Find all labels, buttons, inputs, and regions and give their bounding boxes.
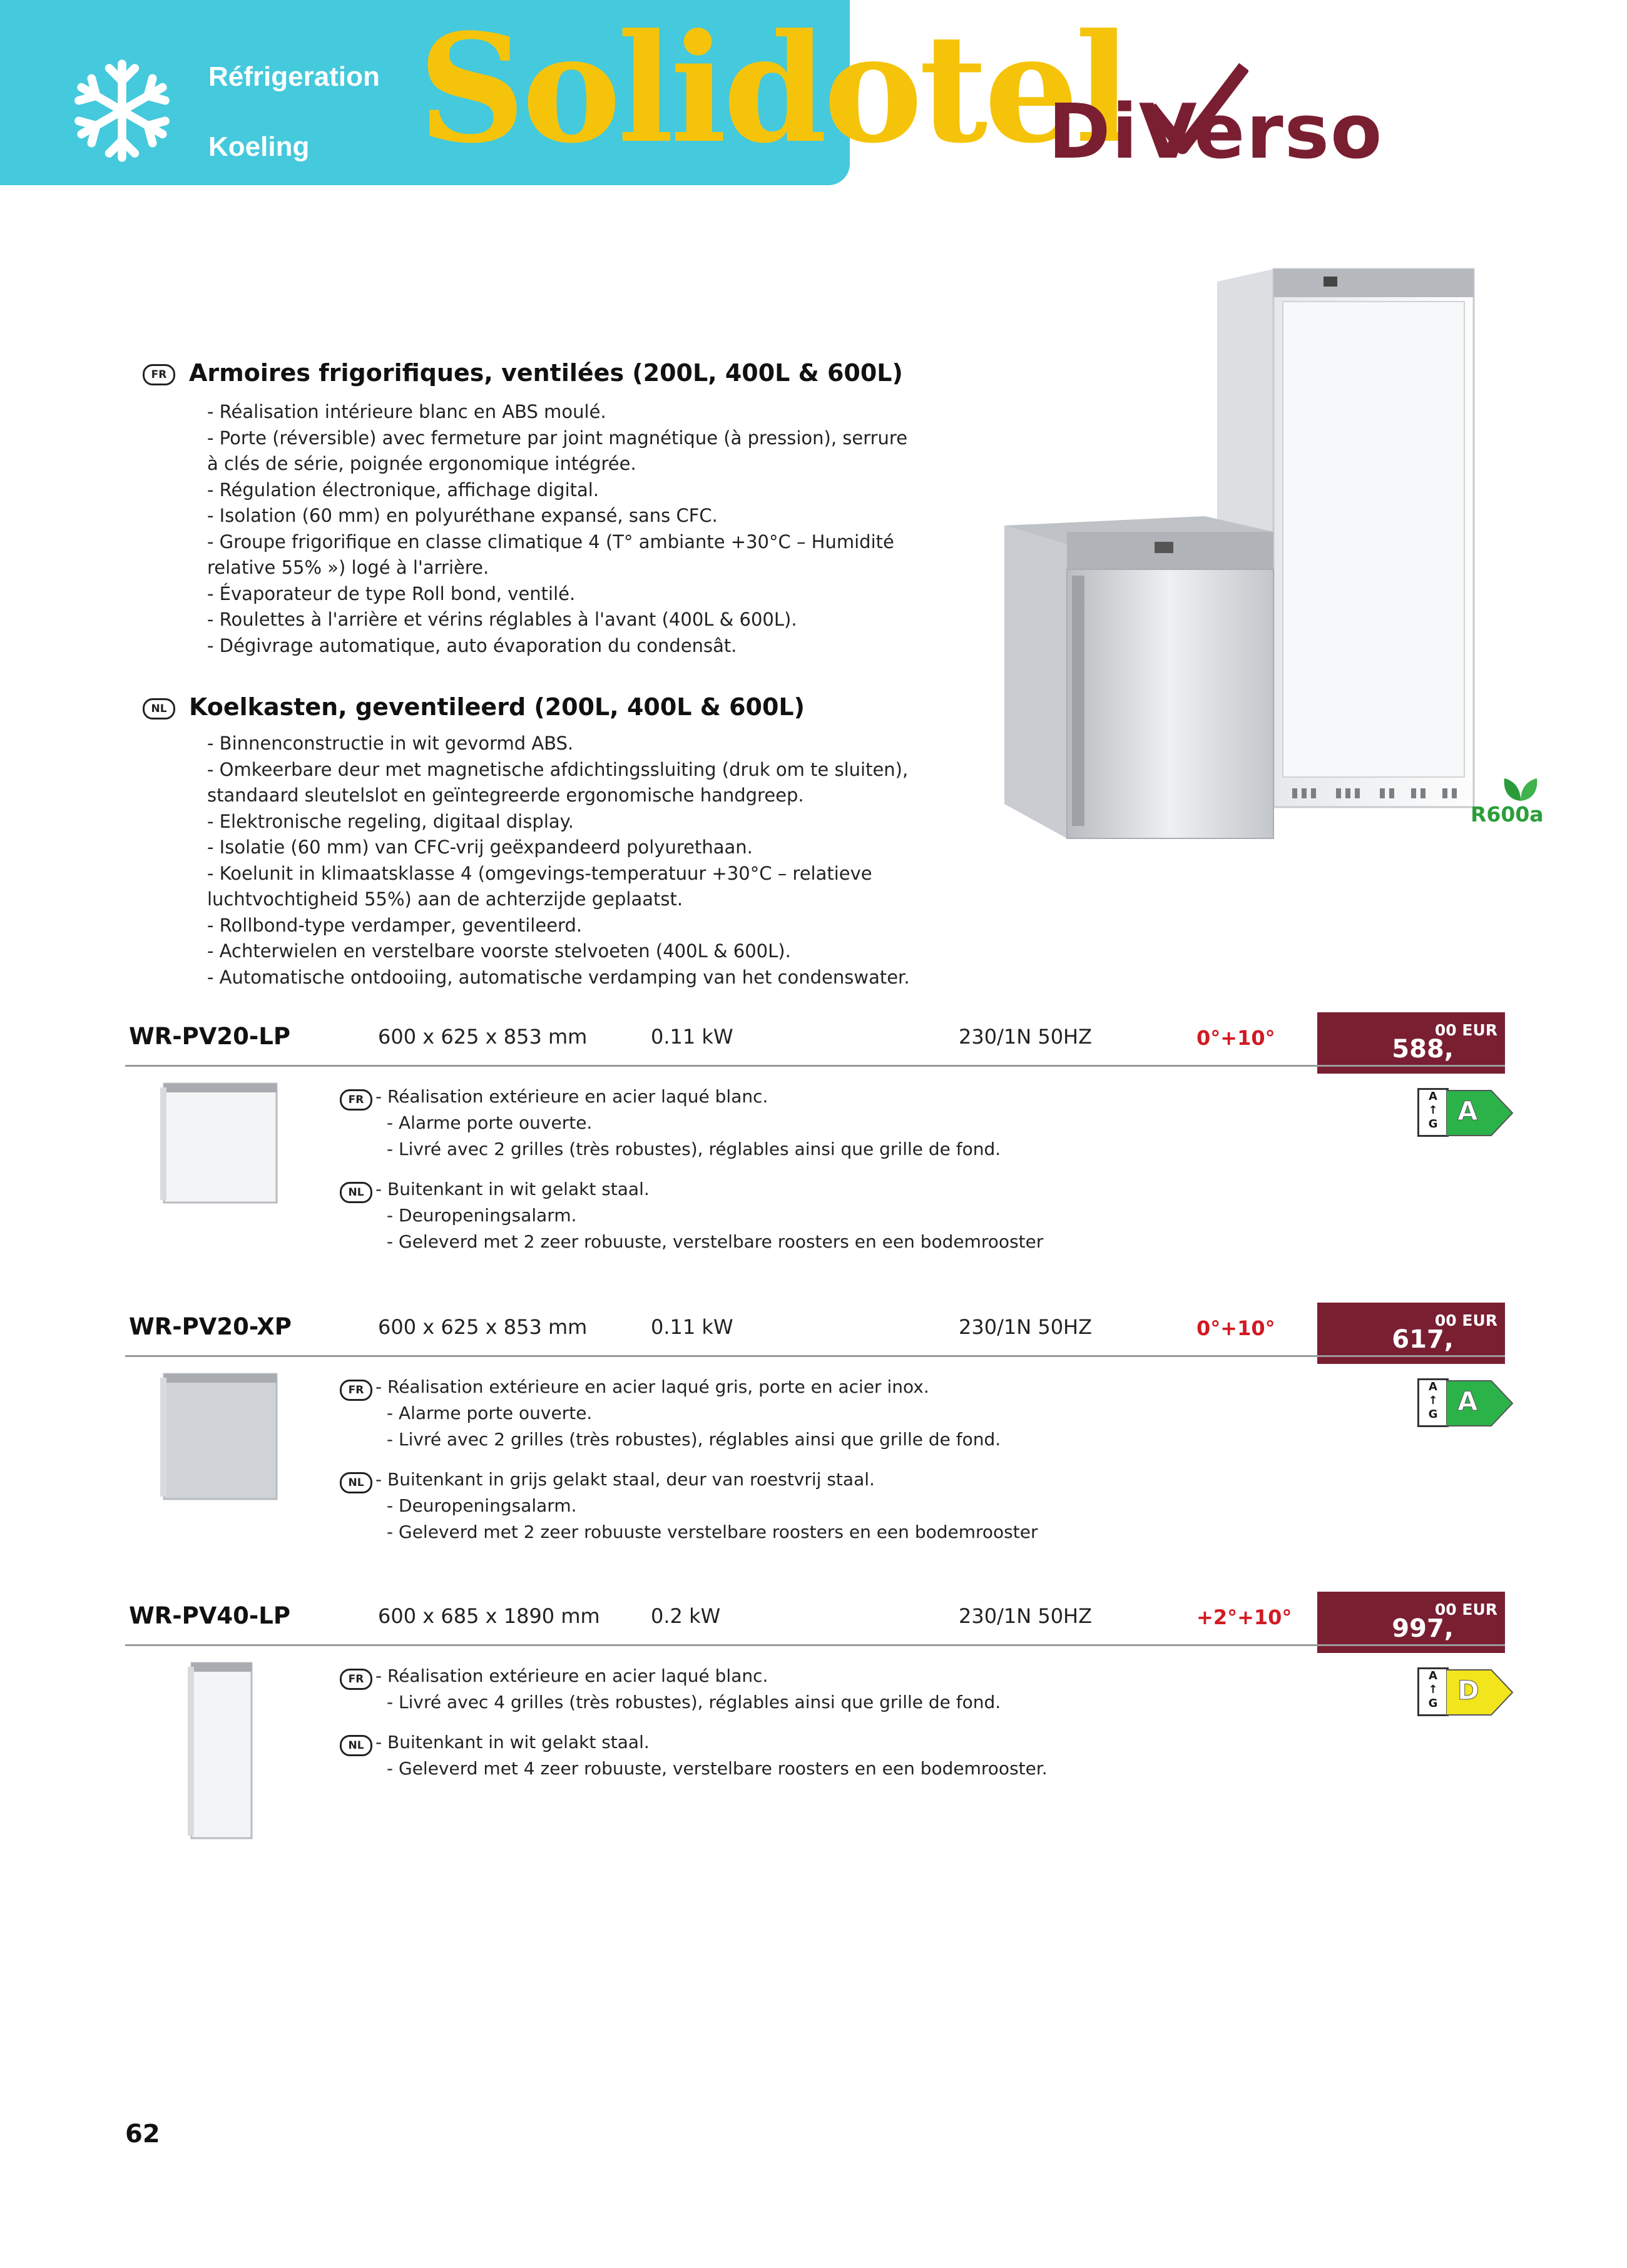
section-title-nl: Koelkasten, geventileerd (200L, 400L & 600L) (189, 693, 805, 721)
energy-arrow-icon (1446, 1089, 1515, 1137)
intro-line: - Groupe frigorifique en classe climatique 4 (T° ambiante +30°C – Humidité (207, 531, 894, 552)
brand-solidotel-logo: Solidotel (418, 2, 1128, 176)
price-cents: 00 EUR (1434, 1021, 1497, 1039)
product-power: 0.11 kW (651, 1025, 733, 1049)
energy-scale-top: A (1429, 1380, 1437, 1393)
intro-line: - Isolatie (60 mm) van CFC-vrij geëxpandeerd polyurethaan. (207, 837, 753, 858)
page-number: 62 (125, 2120, 160, 2148)
checkmark-icon (1142, 56, 1248, 163)
leaf-icon (1501, 776, 1541, 803)
product-dimensions: 600 x 625 x 853 mm (378, 1315, 588, 1339)
desc-line-nl: - Buitenkant in wit gelakt staal. (375, 1179, 650, 1199)
intro-line: - Binnenconstructie in wit gevormd ABS. (207, 733, 574, 754)
desc-line-fr: - Alarme porte ouverte. (387, 1403, 593, 1423)
lang-badge-fr: FR (340, 1669, 372, 1690)
desc-line-nl: - Geleverd met 2 zeer robuuste verstelbare roosters en een bodemrooster (387, 1522, 1038, 1542)
product-dimensions: 600 x 625 x 853 mm (378, 1025, 588, 1049)
arrow-up-icon: ↑ (1428, 1104, 1438, 1117)
arrow-up-icon: ↑ (1428, 1394, 1438, 1407)
product-power: 0.2 kW (651, 1604, 721, 1628)
lang-badge-nl: NL (340, 1182, 372, 1203)
energy-scale (1417, 1088, 1449, 1137)
product-photo (185, 1660, 258, 1842)
row-divider (125, 1065, 1505, 1067)
intro-line: standaard sleutelslot en geïntegreerde ergonomische handgreep. (207, 785, 804, 806)
product-code: WR-PV40-LP (129, 1602, 290, 1629)
lang-badge-nl: NL (340, 1472, 372, 1493)
desc-line-fr: - Réalisation extérieure en acier laqué gris, porte en acier inox. (375, 1376, 929, 1397)
lang-badge-fr: FR (340, 1380, 372, 1401)
desc-line-nl: - Geleverd met 4 zeer robuuste, verstelbare roosters en een bodemrooster. (387, 1758, 1048, 1779)
energy-arrow-icon (1446, 1380, 1515, 1427)
energy-scale-top: A (1429, 1669, 1437, 1682)
lang-badge-nl: NL (143, 698, 175, 720)
price-cents: 00 EUR (1434, 1311, 1497, 1330)
desc-nl (375, 1729, 1048, 1782)
row-divider (125, 1644, 1505, 1646)
energy-class: A (1457, 1096, 1478, 1126)
energy-scale-bottom: G (1428, 1697, 1438, 1710)
intro-line: - Elektronische regeling, digitaal display. (207, 810, 574, 832)
fridges-photo (998, 263, 1549, 845)
product-electric: 230/1N 50HZ (959, 1315, 1093, 1339)
intro-line: - Évaporateur de type Roll bond, ventilé. (207, 582, 576, 604)
intro-line: - Roulettes à l'arrière et vérins réglables à l'avant (400L & 600L). (207, 609, 797, 630)
section-title-fr: Armoires frigorifiques, ventilées (200L, 400L & 600L) (189, 359, 903, 387)
desc-line-fr: - Livré avec 4 grilles (très robustes), réglables ainsi que grille de fond. (387, 1692, 1001, 1712)
desc-line-nl: - Deuropeningsalarm. (387, 1205, 577, 1226)
price-value: 997, (1392, 1614, 1454, 1643)
lang-badge-fr: FR (340, 1089, 372, 1111)
desc-fr (375, 1084, 1001, 1162)
intro-line: - Dégivrage automatique, auto évaporation du condensât. (207, 634, 737, 656)
intro-line: - Rollbond-type verdamper, geventileerd. (207, 914, 583, 936)
desc-line-fr: - Livré avec 2 grilles (très robustes), réglables ainsi que grille de fond. (387, 1139, 1001, 1159)
desc-line-fr: - Alarme porte ouverte. (387, 1112, 593, 1133)
row-divider (125, 1355, 1505, 1357)
product-temperature: 0°+10° (1196, 1026, 1275, 1050)
energy-scale-bottom: G (1428, 1117, 1438, 1131)
desc-nl (375, 1467, 1038, 1545)
product-power: 0.11 kW (651, 1315, 733, 1339)
intro-nl-bullets (207, 731, 910, 990)
lang-badge-nl: NL (340, 1735, 372, 1756)
arrow-up-icon: ↑ (1428, 1683, 1438, 1696)
intro-line: - Achterwielen en verstelbare voorste stelvoeten (400L & 600L). (207, 940, 791, 962)
intro-line: à clés de série, poignée ergonomique intégrée. (207, 453, 636, 474)
desc-fr (375, 1374, 1001, 1453)
intro-line: - Koelunit in klimaatsklasse 4 (omgevings-temperatuur +30°C – relatieve (207, 862, 872, 884)
product-electric: 230/1N 50HZ (959, 1604, 1093, 1628)
category-nl: Koeling (208, 131, 310, 162)
price-cents: 00 EUR (1434, 1600, 1497, 1619)
energy-arrow-icon (1446, 1669, 1515, 1716)
category-fr: Réfrigeration (208, 61, 380, 92)
price-value: 588, (1392, 1035, 1454, 1064)
product-temperature: +2°+10° (1196, 1605, 1292, 1629)
desc-line-fr: - Réalisation extérieure en acier laqué blanc. (375, 1665, 768, 1686)
snowflake-icon (69, 58, 175, 164)
intro-line: - Réalisation intérieure blanc en ABS moulé. (207, 401, 606, 422)
energy-class: A (1457, 1386, 1478, 1416)
product-photo (158, 1081, 283, 1206)
energy-scale (1417, 1378, 1449, 1427)
desc-fr (375, 1663, 1001, 1716)
product-code: WR-PV20-LP (129, 1023, 290, 1050)
energy-class: D (1457, 1675, 1479, 1706)
desc-line-nl: - Buitenkant in grijs gelakt staal, deur van roestvrij staal. (375, 1469, 875, 1490)
intro-line: - Automatische ontdooiing, automatische verdamping van het condenswater. (207, 966, 910, 988)
desc-line-nl: - Buitenkant in wit gelakt staal. (375, 1732, 650, 1752)
intro-line: luchtvochtigheid 55%) aan de achterzijde geplaatst. (207, 888, 683, 910)
intro-line: - Isolation (60 mm) en polyuréthane expansé, sans CFC. (207, 505, 718, 526)
desc-line-fr: - Livré avec 2 grilles (très robustes), réglables ainsi que grille de fond. (387, 1429, 1001, 1450)
price-value: 617, (1392, 1325, 1454, 1354)
desc-nl (375, 1176, 1043, 1255)
product-code: WR-PV20-XP (129, 1313, 292, 1340)
refrigerant-label: R600a (1471, 802, 1544, 826)
lang-badge-fr: FR (143, 364, 175, 385)
energy-scale-bottom: G (1428, 1408, 1438, 1421)
energy-scale (1417, 1667, 1449, 1716)
intro-line: relative 55% ») logé à l'arrière. (207, 557, 489, 578)
intro-line: - Régulation électronique, affichage digital. (207, 479, 599, 501)
brand-diverso-logo: DiVerso (1048, 89, 1384, 176)
product-electric: 230/1N 50HZ (959, 1025, 1093, 1049)
intro-fr-bullets (207, 399, 907, 659)
intro-line: - Porte (réversible) avec fermeture par joint magnétique (à pression), serrure (207, 427, 908, 449)
product-temperature: 0°+10° (1196, 1316, 1275, 1340)
intro-line: - Omkeerbare deur met magnetische afdichtingssluiting (druk om te sluiten), (207, 758, 909, 780)
product-photo (158, 1371, 283, 1503)
desc-line-nl: - Deuropeningsalarm. (387, 1495, 577, 1516)
desc-line-nl: - Geleverd met 2 zeer robuuste, verstelbare roosters en een bodemrooster (387, 1231, 1044, 1252)
energy-scale-top: A (1429, 1090, 1437, 1103)
product-dimensions: 600 x 685 x 1890 mm (378, 1604, 600, 1628)
desc-line-fr: - Réalisation extérieure en acier laqué blanc. (375, 1086, 768, 1107)
